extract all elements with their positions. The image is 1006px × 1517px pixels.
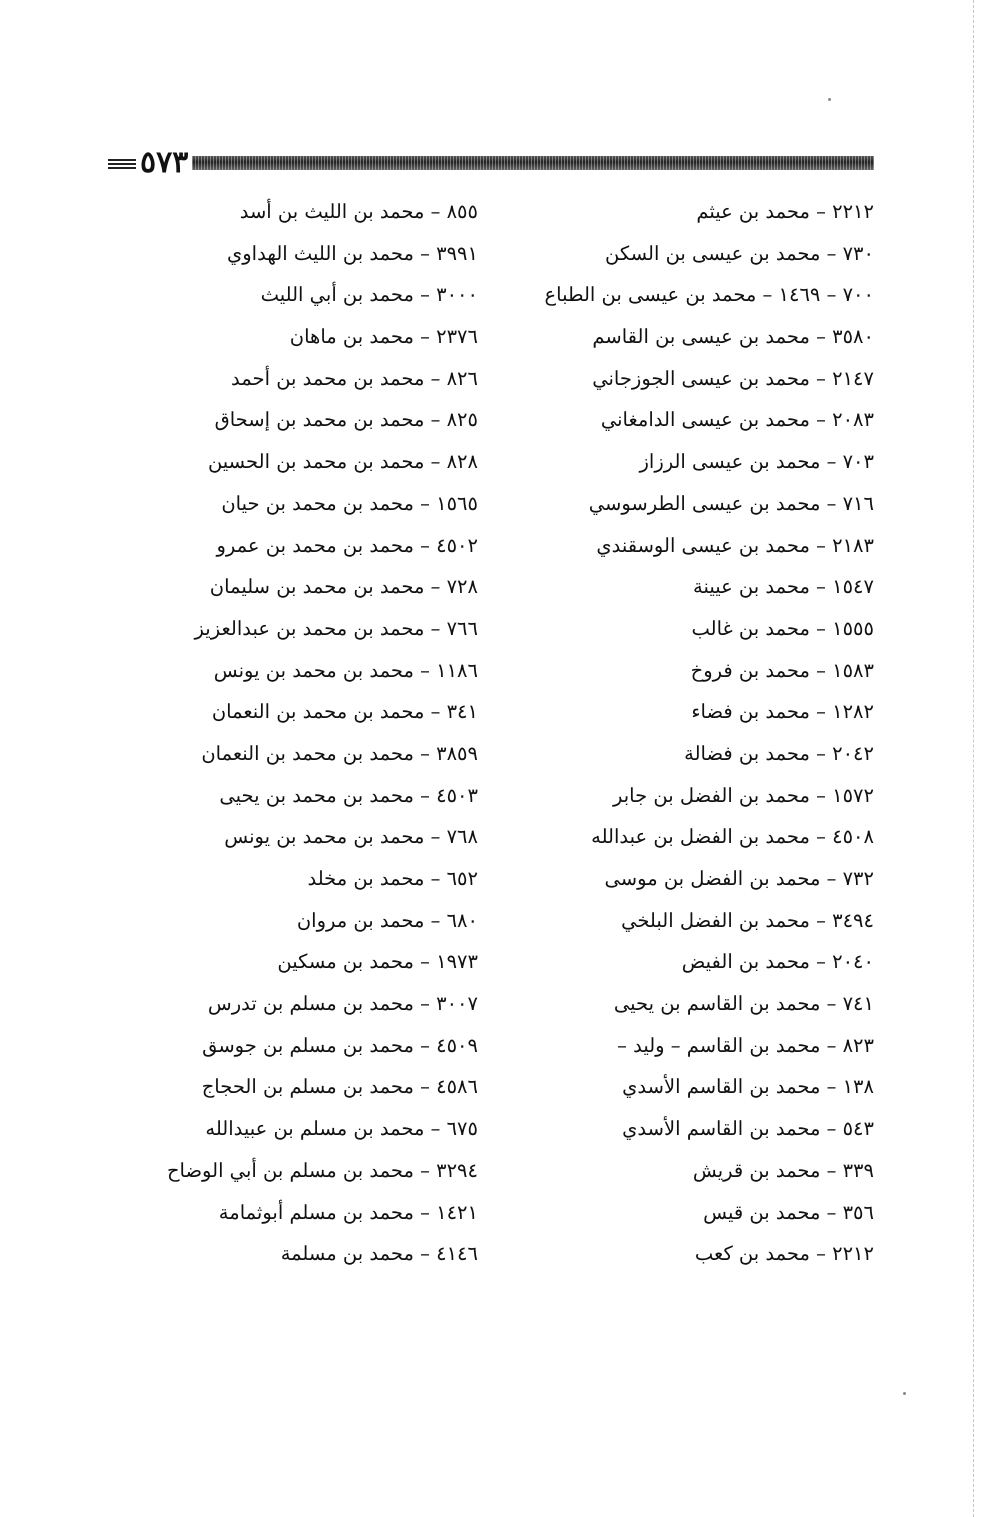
header-ornament (108, 159, 136, 171)
index-entry: ٣٠٠٠ – محمد بن أبي الليث (260, 283, 478, 307)
index-entry: ٨٢٦ – محمد بن محمد بن أحمد (231, 366, 478, 390)
index-entry: ٢٢١٢ – محمد بن عيثم (696, 200, 874, 223)
index-entry: ٤٥٨٦ – محمد بن مسلم بن الحجاج (201, 1075, 478, 1099)
index-column-right (514, 191, 874, 1275)
index-entry: ٣٨٥٩ – محمد بن محمد بن النعمان (201, 741, 478, 765)
index-entry: ١٥٧٢ – محمد بن الفضل بن جابر (612, 783, 874, 807)
index-entry: ١٥٥٥ – محمد بن غالب (691, 616, 874, 640)
index-entry: ١٣٨ – محمد بن القاسم الأسدي (622, 1075, 874, 1099)
index-entry: ٨٢٣ – محمد بن القاسم – وليد – (617, 1033, 874, 1057)
index-entry: ١٥٨٣ – محمد بن فروخ (690, 658, 874, 682)
index-entry: ٦٨٠ – محمد بن مروان (296, 908, 478, 932)
index-entry: ٢٢١٢ – محمد بن كعب (694, 1242, 874, 1266)
index-entry: ٣٠٠٧ – محمد بن مسلم بن تدرس (207, 992, 478, 1016)
index-entry: ٨٥٥ – محمد بن الليث بن أسد (239, 200, 478, 223)
index-entry: ٣٩٩١ – محمد بن الليث الهداوي (227, 241, 478, 265)
scan-speck (828, 98, 831, 101)
index-entry: ٤٥٠٢ – محمد بن محمد بن عمرو (216, 533, 478, 557)
index-entry: ٣٤١ – محمد بن محمد بن النعمان (211, 700, 478, 724)
header-rule (192, 156, 874, 170)
index-entry: ٣٣٩ – محمد بن قريش (692, 1158, 874, 1182)
index-entry: ١١٨٦ – محمد بن محمد بن يونس (213, 658, 478, 682)
index-entry: ١٤٢١ – محمد بن مسلم أبوثمامة (218, 1200, 478, 1224)
index-entry: ٧٦٦ – محمد بن محمد بن عبدالعزيز (194, 616, 478, 640)
index-entry: ٧٣٠ – محمد بن عيسى بن السكن (605, 241, 874, 265)
index-entry: ٧٠٣ – محمد بن عيسى الرزاز (639, 450, 874, 474)
page-number: ٥٧٣ (140, 145, 189, 180)
index-entry: ٢١٤٧ – محمد بن عيسى الجوزجاني (592, 366, 874, 390)
index-entry: ١٥٦٥ – محمد بن محمد بن حيان (221, 491, 478, 515)
index-entry: ٤٥٠٩ – محمد بن مسلم بن جوسق (202, 1033, 478, 1057)
index-entry: ٣٤٩٤ – محمد بن الفضل البلخي (621, 908, 874, 932)
index-entry: ٢١٨٣ – محمد بن عيسى الوسقندي (596, 533, 874, 557)
index-entry: ١٥٤٧ – محمد بن عيينة (692, 575, 874, 599)
index-entry: ٧٦٨ – محمد بن محمد بن يونس (224, 825, 478, 849)
index-entry: ١٩٧٣ – محمد بن مسكين (277, 950, 478, 974)
page-edge-line (973, 0, 974, 1517)
index-entry: ٧٤١ – محمد بن القاسم بن يحيى (613, 992, 874, 1016)
index-entry: ٨٢٨ – محمد بن محمد بن الحسين (207, 450, 478, 474)
index-entry: ٣٢٩٤ – محمد بن مسلم بن أبي الوضاح (166, 1158, 478, 1182)
scan-speck (903, 1392, 906, 1395)
index-entry: ٣٥٨٠ – محمد بن عيسى بن القاسم (592, 325, 874, 349)
index-entry: ٤٥٠٨ – محمد بن الفضل بن عبدالله (591, 825, 874, 849)
index-entry: ٧٣٢ – محمد بن الفضل بن موسى (604, 867, 874, 890)
index-entry: ٨٢٥ – محمد بن محمد بن إسحاق (214, 408, 478, 432)
page-header (108, 145, 874, 180)
index-entry: ٦٧٥ – محمد بن مسلم بن عبيدالله (205, 1117, 478, 1141)
index-entry: ٢٠٤٠ – محمد بن الفيض (681, 950, 874, 974)
index-entry: ٢٣٧٦ – محمد بن ماهان (289, 325, 478, 349)
index-entry: ٢٠٤٢ – محمد بن فضالة (684, 741, 874, 765)
index-column-left (118, 191, 478, 1275)
index-entry: ٣٥٦ – محمد بن قيس (703, 1200, 874, 1224)
index-entry: ٦٥٢ – محمد بن مخلد (307, 867, 478, 890)
index-entry: ٧٢٨ – محمد بن محمد بن سليمان (209, 575, 478, 599)
index-entry: ٧١٦ – محمد بن عيسى الطرسوسي (588, 491, 874, 515)
index-entry: ٧٠٠ – ١٤٦٩ – محمد بن عيسى بن الطباع (544, 283, 874, 307)
index-entry: ١٢٨٢ – محمد بن فضاء (691, 700, 874, 724)
index-entry: ٤٥٠٣ – محمد بن محمد بن يحيى (219, 783, 478, 807)
index-entry: ٤١٤٦ – محمد بن مسلمة (280, 1242, 478, 1266)
index-entry: ٥٤٣ – محمد بن القاسم الأسدي (622, 1117, 874, 1141)
index-entry: ٢٠٨٣ – محمد بن عيسى الدامغاني (600, 408, 874, 432)
